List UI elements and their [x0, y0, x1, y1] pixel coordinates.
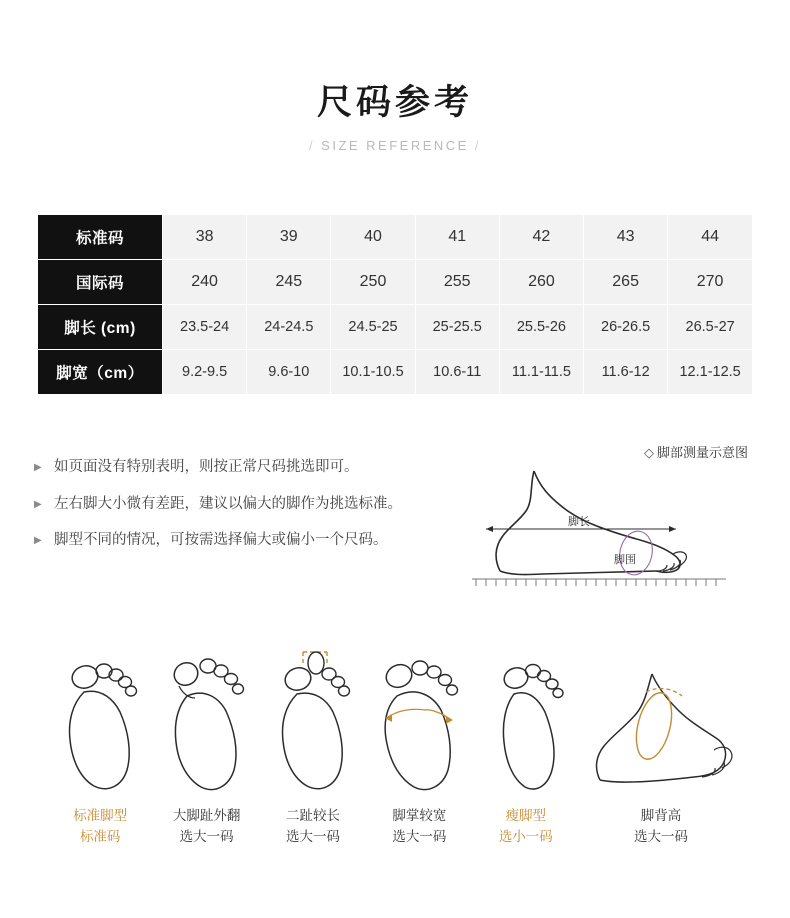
- foot-type-label: [476, 806, 576, 848]
- diagram-caption: [464, 442, 752, 461]
- foot-type-label: [156, 806, 256, 848]
- table-cell: 9.6-10: [247, 350, 331, 395]
- table-cell: 265: [584, 260, 668, 305]
- foot-type-label: [263, 806, 363, 848]
- table-cell: 23.5-24: [163, 305, 247, 350]
- bullet-arrow-icon: ▶: [34, 498, 42, 510]
- table-cell: 26.5-27: [668, 305, 752, 350]
- diagram-label-length: 脚长: [568, 516, 590, 528]
- diamond-icon: ◇: [643, 445, 654, 460]
- table-cell: 12.1-12.5: [668, 350, 752, 395]
- table-cell: 260: [499, 260, 583, 305]
- table-cell: 42: [499, 215, 583, 260]
- foot-side-high-instep-icon: [582, 628, 740, 798]
- table-cell: 11.1-11.5: [499, 350, 583, 395]
- foot-type-advice: 选大一码: [634, 828, 689, 844]
- row-label-foot-width: 脚宽（cm）: [38, 350, 163, 395]
- foot-type-long-second-toe: [263, 628, 363, 848]
- row-label-international-size: 国际码: [38, 260, 163, 305]
- foot-type-standard: [50, 628, 150, 848]
- table-cell: 11.6-12: [584, 350, 668, 395]
- foot-sole-narrow-icon: [476, 628, 576, 798]
- foot-type-label: [582, 806, 740, 848]
- foot-type-label: [50, 806, 150, 848]
- table-row: [38, 305, 752, 350]
- table-cell: 270: [668, 260, 752, 305]
- table-cell: 41: [415, 215, 499, 260]
- foot-sole-bunion-icon: [156, 628, 256, 798]
- foot-type-name: 大脚趾外翻: [172, 808, 241, 823]
- note-text: 左右脚大小微有差距，建议以偏大的脚作为挑选标准。: [54, 495, 402, 512]
- subtitle-slash-right: /: [474, 138, 481, 153]
- diagram-label-girth: 脚围: [614, 554, 636, 566]
- table-row: [38, 260, 752, 305]
- list-item: [34, 458, 464, 478]
- foot-type-name: 脚背高: [640, 808, 682, 823]
- foot-type-advice: 选大一码: [392, 828, 447, 844]
- table-cell: 26-26.5: [584, 305, 668, 350]
- foot-sole-long-second-toe-icon: [263, 628, 363, 798]
- foot-type-advice: 选小一码: [498, 828, 553, 844]
- foot-sole-wide-forefoot-icon: [369, 628, 469, 798]
- table-cell: 38: [163, 215, 247, 260]
- foot-type-advice: 标准码: [79, 828, 121, 844]
- table-cell: 245: [247, 260, 331, 305]
- foot-type-name: 脚掌较宽: [392, 808, 447, 823]
- note-text: 如页面没有特别表明，则按正常尺码挑选即可。: [54, 459, 359, 475]
- table-cell: 24.5-25: [331, 305, 415, 350]
- size-table: [38, 215, 752, 394]
- foot-sole-standard-icon: [50, 628, 150, 798]
- table-cell: 10.1-10.5: [331, 350, 415, 395]
- table-cell: 44: [668, 215, 752, 260]
- notes-and-diagram: [0, 442, 790, 598]
- foot-type-narrow: [476, 628, 576, 848]
- subtitle-text: SIZE REFERENCE: [321, 138, 469, 153]
- note-text: 脚型不同的情况，可按需选择偏大或偏小一个尺码。: [54, 532, 388, 549]
- page-subtitle: [0, 138, 790, 153]
- foot-side-view-illustration: [464, 463, 734, 593]
- table-cell: 240: [163, 260, 247, 305]
- page-title: 尺码参考: [316, 83, 473, 122]
- bullet-arrow-icon: ▶: [34, 462, 42, 473]
- row-label-standard-size: 标准码: [38, 215, 163, 260]
- diagram-caption-text: 脚部测量示意图: [656, 445, 748, 460]
- table-cell: 25.5-26: [499, 305, 583, 350]
- table-cell: 9.2-9.5: [163, 350, 247, 395]
- table-cell: 250: [331, 260, 415, 305]
- list-item: [34, 531, 464, 551]
- table-row: [38, 215, 752, 260]
- foot-type-name: 二趾较长: [286, 808, 340, 823]
- foot-type-bunion: [156, 628, 256, 848]
- subtitle-slash-left: /: [309, 138, 316, 153]
- list-item: [34, 495, 464, 515]
- table-cell: 40: [331, 215, 415, 260]
- foot-type-label: [369, 806, 469, 848]
- foot-type-advice: 选大一码: [286, 828, 340, 844]
- foot-type-advice: 选大一码: [179, 828, 234, 844]
- size-table-wrapper: [38, 215, 752, 394]
- table-cell: 10.6-11: [415, 350, 499, 395]
- table-cell: 25-25.5: [415, 305, 499, 350]
- foot-type-high-instep: [582, 628, 740, 848]
- table-cell: 255: [415, 260, 499, 305]
- foot-type-name: 标准脚型: [73, 808, 128, 823]
- foot-type-wide-forefoot: [369, 628, 469, 848]
- notes-list: [34, 442, 464, 568]
- page-header: [0, 0, 790, 153]
- row-label-foot-length: 脚长 (cm): [38, 305, 163, 350]
- foot-type-name: 瘦脚型: [505, 808, 547, 823]
- table-cell: 24-24.5: [247, 305, 331, 350]
- table-row: [38, 350, 752, 395]
- table-cell: 39: [247, 215, 331, 260]
- foot-measurement-diagram: [464, 442, 752, 598]
- table-cell: 43: [584, 215, 668, 260]
- foot-type-gallery: [0, 628, 790, 848]
- bullet-arrow-icon: ▶: [34, 535, 42, 547]
